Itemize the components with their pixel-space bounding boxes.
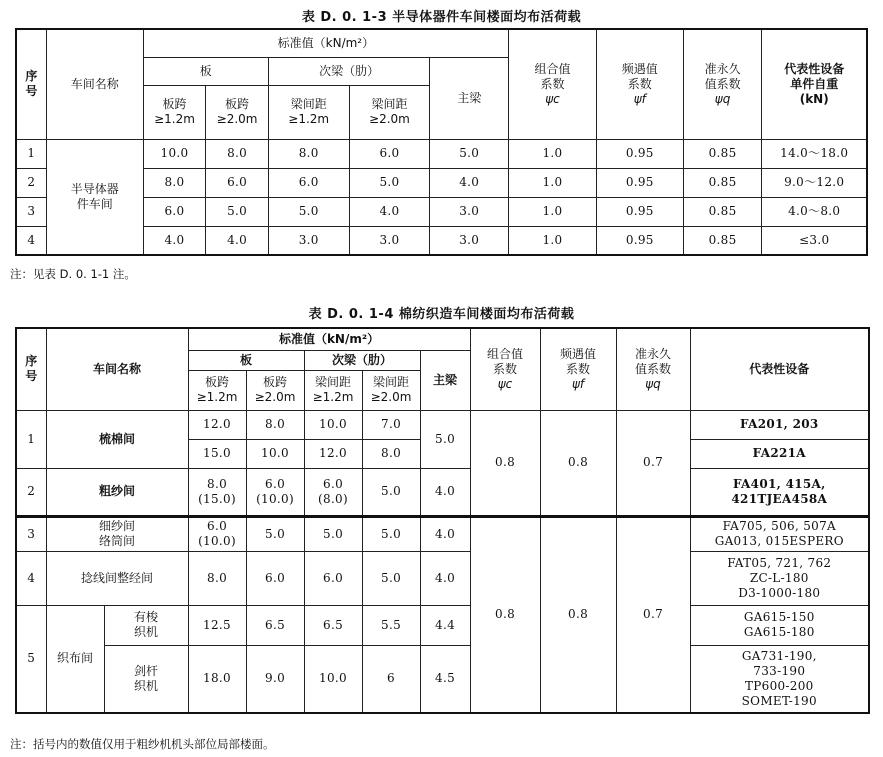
- t2-cell: 5.0: [362, 468, 420, 516]
- t2-cell: 18.0: [188, 645, 246, 713]
- t2-cell: 5.0: [246, 516, 304, 551]
- t2-cell-main: 4.5: [420, 645, 470, 713]
- t2-subrow-name: 剑杆 织机: [104, 645, 188, 713]
- t2-cell: 10.0: [246, 439, 304, 468]
- table-semiconductor: [15, 28, 868, 256]
- t2-header-main-beam: 主梁: [420, 350, 470, 410]
- t1-workshop-name: 半导体器 件车间: [46, 139, 143, 255]
- t2-cell: 10.0: [304, 410, 362, 439]
- t2-header-equipment: 代表性设备: [690, 328, 869, 410]
- header-slab-span-2: 板跨 ≥2.0m: [206, 85, 269, 139]
- table-row: [16, 168, 867, 197]
- t2-cell: 6.5: [304, 605, 362, 645]
- t1-cell: 8.0: [268, 139, 349, 168]
- t2-subrow-name: 有梭 织机: [104, 605, 188, 645]
- t2-cell: 12.0: [304, 439, 362, 468]
- t2-cell: 5.5: [362, 605, 420, 645]
- t2-cell-main: 4.4: [420, 605, 470, 645]
- t2-cell: 6.0: [304, 551, 362, 605]
- t2-equipment: FA705, 506, 507A GA013, 015ESPERO: [690, 516, 869, 551]
- t1-cell: 0.95: [596, 197, 683, 226]
- t2-cell: 6.0 (10.0): [246, 468, 304, 516]
- header-equipment: 代表性设备 单件自重 (kN): [762, 29, 867, 139]
- t2-header-workshop: 车间名称: [46, 328, 188, 410]
- header-standard: 标准值（kN/m²）: [143, 29, 508, 57]
- t2-cell-main: 4.0: [420, 551, 470, 605]
- t1-cell: 4.0: [430, 168, 509, 197]
- t2-header-secondary-beam: 次梁（肋）: [304, 350, 420, 370]
- t2-cell: 6.0 (8.0): [304, 468, 362, 516]
- t1-cell: 3.0: [430, 226, 509, 255]
- t1-cell: 1.0: [509, 139, 597, 168]
- t2-row-no: 5: [16, 605, 46, 713]
- t2-header-combo: 组合值 系数 ψc: [470, 328, 540, 410]
- t2-equipment: FA221A: [690, 439, 869, 468]
- table-row: [16, 226, 867, 255]
- t2-equipment: GA615-150 GA615-180: [690, 605, 869, 645]
- t1-cell: 5.0: [430, 139, 509, 168]
- t2-cell: 15.0: [188, 439, 246, 468]
- table1-note: 注：见表 D. 0. 1-1 注。: [10, 267, 136, 281]
- t2-cell: 5.0: [362, 516, 420, 551]
- t2-header-slab-span-2: 板跨 ≥2.0m: [246, 370, 304, 410]
- t2-cell: 6.0: [246, 551, 304, 605]
- t1-cell: 0.85: [683, 197, 762, 226]
- t2-cell-main: 5.0: [420, 410, 470, 468]
- t1-cell: 0.85: [683, 168, 762, 197]
- t1-cell: 5.0: [206, 197, 269, 226]
- t1-cell: 3.0: [430, 197, 509, 226]
- t1-cell: 6.0: [143, 197, 206, 226]
- t2-cell: 6.5: [246, 605, 304, 645]
- t2-header-quasi: 准永久 值系数 ψq: [616, 328, 690, 410]
- t2-equipment: GA731-190, 733-190 TP600-200 SOMET-190: [690, 645, 869, 713]
- header-seq: 序 号: [16, 29, 46, 139]
- t2-row-no: 3: [16, 516, 46, 551]
- t1-cell: 6.0: [206, 168, 269, 197]
- header-secondary-beam: 次梁（肋）: [268, 57, 430, 85]
- t2-header-slab-span-1: 板跨 ≥1.2m: [188, 370, 246, 410]
- t1-row-no: 2: [16, 168, 46, 197]
- t2-cell: 7.0: [362, 410, 420, 439]
- t1-cell: 6.0: [349, 139, 430, 168]
- t2-header-standard: 标准值（kN/m²）: [188, 328, 470, 350]
- t1-equipment-weight: 14.0～18.0: [762, 139, 867, 168]
- t1-cell: 0.95: [596, 139, 683, 168]
- t1-cell: 1.0: [509, 168, 597, 197]
- t2-header-freq: 频遇值 系数 ψf: [540, 328, 616, 410]
- header-main-beam: 主梁: [430, 57, 509, 139]
- t2-header-seq: 序 号: [16, 328, 46, 410]
- t2-equipment: FA401, 415A, 421TJEA458A: [690, 468, 869, 516]
- t2-cell: 8.0: [246, 410, 304, 439]
- t1-cell: 5.0: [268, 197, 349, 226]
- t1-cell: 10.0: [143, 139, 206, 168]
- t2-equipment: FAT05, 721, 762 ZC-L-180 D3-1000-180: [690, 551, 869, 605]
- t1-row-no: 4: [16, 226, 46, 255]
- t1-cell: 0.95: [596, 168, 683, 197]
- table2-caption: 表 D. 0. 1-4 棉纺织造车间楼面均布活荷载: [308, 307, 575, 322]
- t2-row-name: 织布间: [46, 605, 104, 713]
- table2-note: 注：括号内的数值仅用于粗纱机机头部位局部楼面。: [10, 737, 275, 751]
- t2-cell: 9.0: [246, 645, 304, 713]
- t1-equipment-weight: ≤3.0: [762, 226, 867, 255]
- t2-row-name: 捻线间整经间: [46, 551, 188, 605]
- table-cotton-weaving: [15, 327, 870, 714]
- t1-cell: 0.85: [683, 226, 762, 255]
- t2-group-b-quasi: 0.7: [616, 516, 690, 713]
- t2-cell: 12.0: [188, 410, 246, 439]
- t1-cell: 5.0: [349, 168, 430, 197]
- t1-cell: 1.0: [509, 226, 597, 255]
- t2-group-a-combo: 0.8: [470, 410, 540, 516]
- t2-row-name: 粗纱间: [46, 468, 188, 516]
- header-freq: 频遇值 系数 ψf: [596, 29, 683, 139]
- t2-cell: 6: [362, 645, 420, 713]
- t2-row-no: 2: [16, 468, 46, 516]
- t2-cell: 6.0 (10.0): [188, 516, 246, 551]
- t2-equipment: FA201, 203: [690, 410, 869, 439]
- t2-row-name: 梳棉间: [46, 410, 188, 468]
- t2-cell: 8.0: [188, 551, 246, 605]
- t2-cell: 10.0: [304, 645, 362, 713]
- t1-equipment-weight: 9.0～12.0: [762, 168, 867, 197]
- t2-header-beam-gap-2: 梁间距 ≥2.0m: [362, 370, 420, 410]
- t2-row-name: 细纱间 络筒间: [46, 516, 188, 551]
- t2-cell: 8.0 (15.0): [188, 468, 246, 516]
- header-beam-gap-1: 梁间距 ≥1.2m: [268, 85, 349, 139]
- table1-caption: 表 D. 0. 1-3 半导体器件车间楼面均布活荷载: [301, 10, 582, 25]
- t2-header-slab: 板: [188, 350, 304, 370]
- t2-row-no: 4: [16, 551, 46, 605]
- t2-cell: 12.5: [188, 605, 246, 645]
- t1-cell: 1.0: [509, 197, 597, 226]
- t2-group-b-combo: 0.8: [470, 516, 540, 713]
- t1-cell: 8.0: [206, 139, 269, 168]
- t1-cell: 3.0: [349, 226, 430, 255]
- t2-group-a-freq: 0.8: [540, 410, 616, 516]
- t1-row-no: 1: [16, 139, 46, 168]
- t1-cell: 8.0: [143, 168, 206, 197]
- t2-group-b-freq: 0.8: [540, 516, 616, 713]
- header-combo: 组合值 系数 ψc: [509, 29, 597, 139]
- table-row: [16, 139, 867, 168]
- t2-header-beam-gap-1: 梁间距 ≥1.2m: [304, 370, 362, 410]
- header-slab-span-1: 板跨 ≥1.2m: [143, 85, 206, 139]
- t2-cell: 8.0: [362, 439, 420, 468]
- t1-cell: 4.0: [206, 226, 269, 255]
- t2-cell-main: 4.0: [420, 516, 470, 551]
- header-workshop: 车间名称: [46, 29, 143, 139]
- t1-cell: 0.95: [596, 226, 683, 255]
- t2-cell: 5.0: [362, 551, 420, 605]
- header-slab: 板: [143, 57, 268, 85]
- t1-cell: 3.0: [268, 226, 349, 255]
- t1-cell: 6.0: [268, 168, 349, 197]
- t1-row-no: 3: [16, 197, 46, 226]
- header-quasi: 准永久 值系数 ψq: [683, 29, 762, 139]
- t1-cell: 4.0: [349, 197, 430, 226]
- t1-cell: 4.0: [143, 226, 206, 255]
- t2-row-no: 1: [16, 410, 46, 468]
- t2-cell: 5.0: [304, 516, 362, 551]
- table-row: [16, 197, 867, 226]
- header-beam-gap-2: 梁间距 ≥2.0m: [349, 85, 430, 139]
- t2-cell-main: 4.0: [420, 468, 470, 516]
- t1-cell: 0.85: [683, 139, 762, 168]
- t2-group-a-quasi: 0.7: [616, 410, 690, 516]
- t1-equipment-weight: 4.0～8.0: [762, 197, 867, 226]
